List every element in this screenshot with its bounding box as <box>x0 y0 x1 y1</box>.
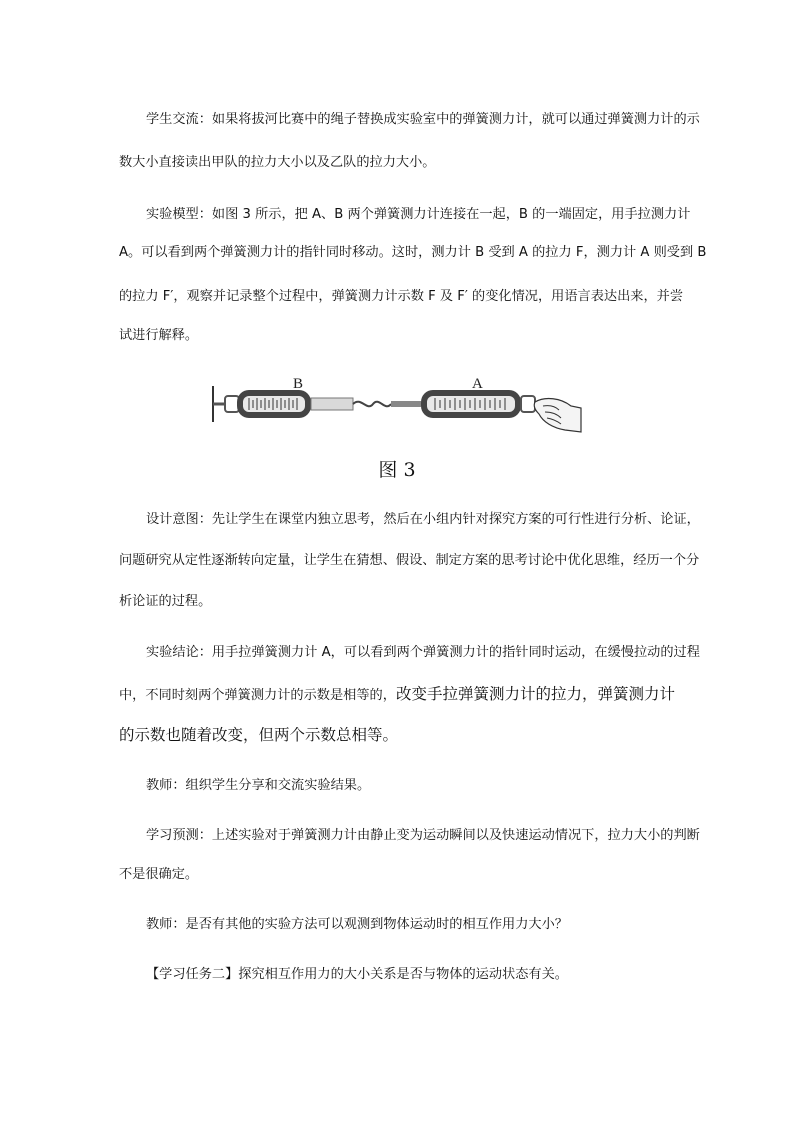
paragraph-design-intent-line3: 析论证的过程。 <box>119 594 212 609</box>
paragraph-student-exchange-line1: 学生交流：如果将拔河比赛中的绳子替换成实验室中的弹簧测力计，就可以通过弹簧测力计的示 <box>146 112 700 127</box>
paragraph-teacher-2: 教师：是否有其他的实验方法可以观测到物体运动时的相互作用力大小？ <box>146 917 568 932</box>
paragraph-conclusion-line3: 的示数也随着改变，但两个示数总相等。 <box>119 726 399 744</box>
paragraph-prediction-line2: 不是很确定。 <box>119 867 199 882</box>
paragraph-learning-task-2: 【学习任务二】探究相互作用力的大小关系是否与物体的运动状态有关。 <box>146 967 568 982</box>
paragraph-experiment-model-line3: 的拉力 F′，观察并记录整个过程中，弹簧测力计示数 F 及 F′ 的变化情况，用语言表达出来，并尝 <box>119 289 684 304</box>
paragraph-experiment-model-line4: 试进行解释。 <box>119 328 199 343</box>
paragraph-conclusion-line2 <box>119 682 689 704</box>
spring-scale-a <box>421 376 535 418</box>
spring-scale-b <box>225 376 353 418</box>
paragraph-teacher-1: 教师：组织学生分享和交流实验结果。 <box>146 778 371 793</box>
conclusion-line2-part1: 中，不同时刻两个弹簧测力计的示数是相等的， <box>119 688 396 703</box>
figure-spring-scales <box>209 372 584 440</box>
paragraph-conclusion-line1: 实验结论：用手拉弹簧测力计 A，可以看到两个弹簧测力计的指针同时运动，在缓慢拉动的过程 <box>146 645 700 660</box>
figure-caption: 图 3 <box>378 459 416 481</box>
paragraph-experiment-model-line1: 实验模型：如图 3 所示，把 A、B 两个弹簧测力计连接在一起，B 的一端固定，用手拉测力计 <box>146 207 691 222</box>
paragraph-design-intent-line1: 设计意图：先让学生在课堂内独立思考，然后在小组内针对探究方案的可行性进行分析、论证， <box>146 512 700 527</box>
connecting-hook <box>353 402 391 407</box>
conclusion-line2-part2: 改变手拉弹簧测力计的拉力，弹簧测力计 <box>395 685 675 703</box>
paragraph-experiment-model-line2: A。可以看到两个弹簧测力计的指针同时移动。这时，测力计 B 受到 A 的拉力 F，测力计 A 则受到 B <box>119 245 707 260</box>
label-b: B <box>293 376 304 392</box>
label-a: A <box>472 376 483 392</box>
paragraph-student-exchange-line2: 数大小直接读出甲队的拉力大小以及乙队的拉力大小。 <box>119 155 436 170</box>
paragraph-design-intent-line2: 问题研究从定性逐渐转向定量，让学生在猜想、假设、制定方案的思考讨论中优化思维，经历一个分 <box>119 553 700 568</box>
paragraph-prediction-line1: 学习预测：上述实验对于弹簧测力计由静止变为运动瞬间以及快速运动情况下，拉力大小的判断 <box>146 828 700 843</box>
hand-illustration <box>534 399 581 432</box>
